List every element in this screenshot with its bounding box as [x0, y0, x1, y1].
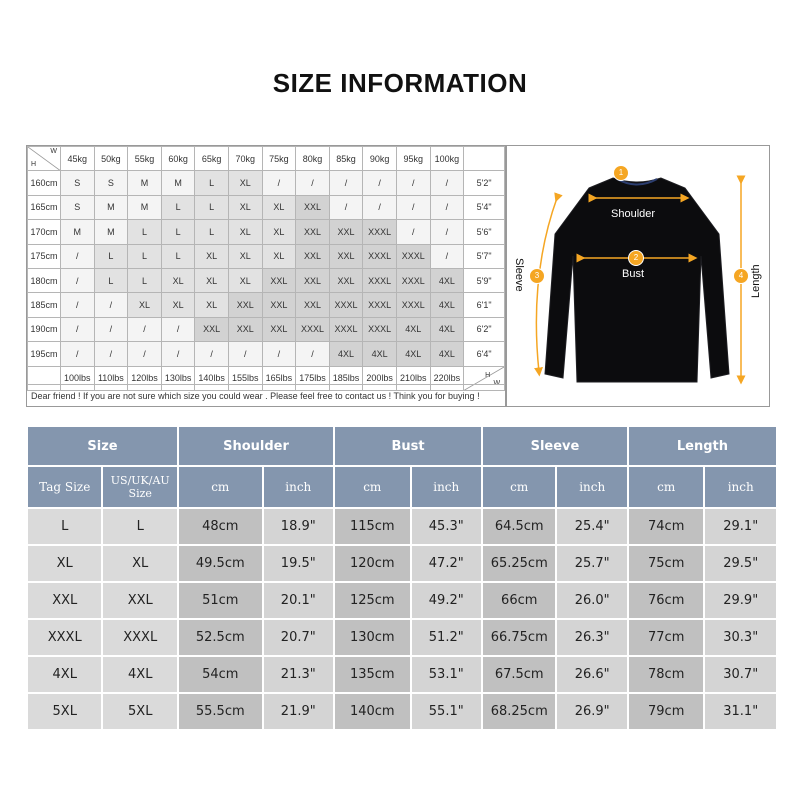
- grid-cell: XL: [262, 244, 296, 268]
- grid-cell: M: [94, 195, 128, 219]
- grid-weight-lbs: 185lbs: [329, 366, 363, 390]
- table-row: [28, 694, 776, 729]
- length-label: Length: [750, 264, 762, 298]
- cell-shoulder-in: 21.9": [264, 694, 333, 729]
- grid-weight-kg: 90kg: [363, 147, 397, 171]
- grid-cell: 4XL: [329, 342, 363, 366]
- grid-cell: XL: [228, 220, 262, 244]
- cell-sleeve-cm: 68.25cm: [483, 694, 555, 729]
- cell-sleeve-in: 26.0": [557, 583, 626, 618]
- grid-cell: L: [128, 244, 162, 268]
- grid-cell: /: [61, 244, 95, 268]
- grid-cell: 4XL: [396, 317, 430, 341]
- grid-cell: XXXL: [363, 268, 397, 292]
- grid-row: [28, 171, 505, 195]
- grid-height-cm: 175cm: [28, 244, 61, 268]
- grid-weight-kg: 85kg: [329, 147, 363, 171]
- sleeve-label: Sleeve: [513, 258, 525, 292]
- grid-weight-lbs: 155lbs: [228, 366, 262, 390]
- cell-bust-in: 45.3": [412, 509, 481, 544]
- grid-weight-lbs: 175lbs: [296, 366, 330, 390]
- cell-bust-in: 47.2": [412, 546, 481, 581]
- cell-sleeve-in: 26.6": [557, 657, 626, 692]
- grid-weight-kg: 100kg: [430, 147, 464, 171]
- grid-cell: XXL: [262, 293, 296, 317]
- grid-height-cm: 165cm: [28, 195, 61, 219]
- bust-label: Bust: [622, 268, 645, 280]
- grid-cell: /: [396, 220, 430, 244]
- grid-cell: /: [396, 195, 430, 219]
- cell-sleeve-in: 25.7": [557, 546, 626, 581]
- grid-cell: /: [228, 342, 262, 366]
- grid-note: Dear friend ! If you are not sure which size you could wear . Please feel free to contact us ! Think you for buying !: [27, 384, 505, 406]
- grid-cell: /: [396, 171, 430, 195]
- cell-bust-in: 51.2": [412, 620, 481, 655]
- cell-shoulder-in: 19.5": [264, 546, 333, 581]
- table-row: [28, 620, 776, 655]
- grid-cell: XL: [262, 220, 296, 244]
- cell-shoulder-cm: 52.5cm: [179, 620, 262, 655]
- cell-shoulder-in: 20.1": [264, 583, 333, 618]
- header-bust: Bust: [335, 427, 481, 465]
- grid-row: [28, 342, 505, 366]
- grid-cell: S: [61, 195, 95, 219]
- grid-cell: XXXL: [396, 268, 430, 292]
- cell-length-cm: 78cm: [629, 657, 704, 692]
- grid-corner-hw: [28, 147, 61, 171]
- cell-bust-in: 53.1": [412, 657, 481, 692]
- header-shoulder-cm: cm: [179, 467, 262, 507]
- grid-cell: L: [94, 268, 128, 292]
- cell-length-in: 29.9": [705, 583, 776, 618]
- grid-cell: /: [430, 171, 464, 195]
- grid-cell: XXL: [296, 220, 330, 244]
- grid-weight-kg: 50kg: [94, 147, 128, 171]
- grid-weight-kg: 45kg: [61, 147, 95, 171]
- grid-cell: M: [161, 171, 195, 195]
- grid-cell: 4XL: [430, 342, 464, 366]
- grid-cell: XL: [195, 244, 229, 268]
- grid-height-feet: 6'1": [464, 293, 505, 317]
- grid-cell: /: [61, 317, 95, 341]
- grid-weight-lbs: 200lbs: [363, 366, 397, 390]
- header-us-size: US/UK/AU Size: [103, 467, 177, 507]
- table-row: [28, 509, 776, 544]
- grid-cell: XL: [228, 195, 262, 219]
- grid-cell: XXXL: [396, 244, 430, 268]
- grid-cell: XL: [262, 195, 296, 219]
- cell-shoulder-cm: 54cm: [179, 657, 262, 692]
- grid-cell: /: [296, 171, 330, 195]
- size-grid-table: [27, 146, 505, 391]
- grid-weight-lbs: 210lbs: [396, 366, 430, 390]
- table-sub-header-row: [28, 467, 776, 507]
- cell-bust-cm: 115cm: [335, 509, 410, 544]
- cell-length-in: 29.1": [705, 509, 776, 544]
- grid-cell: XXXL: [396, 293, 430, 317]
- cell-sleeve-in: 25.4": [557, 509, 626, 544]
- grid-cell: /: [430, 195, 464, 219]
- grid-cell: /: [329, 195, 363, 219]
- grid-weight-lbs: 220lbs: [430, 366, 464, 390]
- cell-length-cm: 75cm: [629, 546, 704, 581]
- grid-weight-kg: 80kg: [296, 147, 330, 171]
- grid-cell: XXL: [228, 293, 262, 317]
- grid-cell: /: [128, 342, 162, 366]
- grid-cell: XXL: [329, 220, 363, 244]
- cell-shoulder-in: 20.7": [264, 620, 333, 655]
- grid-row: [28, 268, 505, 292]
- grid-weight-kg: 75kg: [262, 147, 296, 171]
- grid-cell: /: [61, 342, 95, 366]
- grid-cell: /: [128, 317, 162, 341]
- grid-height-cm: 160cm: [28, 171, 61, 195]
- grid-weight-kg: 70kg: [228, 147, 262, 171]
- table-group-header-row: [28, 427, 776, 465]
- cell-length-cm: 74cm: [629, 509, 704, 544]
- grid-height-cm: 185cm: [28, 293, 61, 317]
- cell-shoulder-in: 21.3": [264, 657, 333, 692]
- grid-cell: XL: [195, 268, 229, 292]
- grid-cell: XXL: [296, 244, 330, 268]
- grid-cell: L: [128, 268, 162, 292]
- cell-tag: L: [28, 509, 101, 544]
- header-shoulder-inch: inch: [264, 467, 333, 507]
- size-recommendation-grid: [26, 145, 506, 407]
- cell-length-in: 30.3": [705, 620, 776, 655]
- grid-cell: L: [94, 244, 128, 268]
- grid-cell: /: [94, 293, 128, 317]
- cell-length-in: 29.5": [705, 546, 776, 581]
- cell-shoulder-cm: 48cm: [179, 509, 262, 544]
- cell-length-cm: 77cm: [629, 620, 704, 655]
- grid-cell: XL: [161, 268, 195, 292]
- grid-cell: 4XL: [363, 342, 397, 366]
- cell-bust-cm: 120cm: [335, 546, 410, 581]
- cell-length-in: 31.1": [705, 694, 776, 729]
- grid-weight-lbs: 100lbs: [61, 366, 95, 390]
- grid-weight-kg: 65kg: [195, 147, 229, 171]
- cell-sleeve-cm: 66.75cm: [483, 620, 555, 655]
- grid-cell: /: [94, 317, 128, 341]
- grid-weight-lbs: 110lbs: [94, 366, 128, 390]
- grid-cell: M: [128, 195, 162, 219]
- grid-cell: XXL: [195, 317, 229, 341]
- header-length: Length: [629, 427, 776, 465]
- cell-tag: XL: [28, 546, 101, 581]
- grid-corner-w2: W: [493, 379, 501, 387]
- grid-weight-lbs: 140lbs: [195, 366, 229, 390]
- marker-1: 1: [613, 165, 629, 181]
- grid-cell: XXXL: [296, 317, 330, 341]
- grid-cell: M: [94, 220, 128, 244]
- grid-cell: /: [363, 195, 397, 219]
- garment-diagram: [506, 145, 770, 407]
- grid-height-cm: 195cm: [28, 342, 61, 366]
- cell-shoulder-cm: 55.5cm: [179, 694, 262, 729]
- cell-shoulder-in: 18.9": [264, 509, 333, 544]
- grid-weight-kg: 55kg: [128, 147, 162, 171]
- cell-us: XL: [103, 546, 177, 581]
- cell-us: 5XL: [103, 694, 177, 729]
- marker-3: 3: [529, 268, 545, 284]
- grid-cell: XXL: [262, 268, 296, 292]
- header-bust-inch: inch: [412, 467, 481, 507]
- cell-shoulder-cm: 49.5cm: [179, 546, 262, 581]
- grid-weight-lbs: 165lbs: [262, 366, 296, 390]
- header-bust-cm: cm: [335, 467, 410, 507]
- grid-cell: S: [61, 171, 95, 195]
- grid-cell: /: [262, 171, 296, 195]
- grid-height-feet: 5'9": [464, 268, 505, 292]
- table-row: [28, 657, 776, 692]
- grid-cell: L: [128, 220, 162, 244]
- grid-cell: L: [195, 171, 229, 195]
- cell-sleeve-cm: 66cm: [483, 583, 555, 618]
- header-length-cm: cm: [629, 467, 704, 507]
- grid-cell: XL: [228, 244, 262, 268]
- marker-2: 2: [628, 250, 644, 266]
- grid-cell: 4XL: [430, 317, 464, 341]
- grid-cell: XXXL: [363, 317, 397, 341]
- grid-cell: /: [195, 342, 229, 366]
- grid-cell: /: [161, 317, 195, 341]
- grid-height-feet: 5'7": [464, 244, 505, 268]
- grid-cell: L: [161, 244, 195, 268]
- grid-cell: XXL: [296, 268, 330, 292]
- cell-us: L: [103, 509, 177, 544]
- grid-cell: L: [195, 220, 229, 244]
- grid-cell: /: [61, 268, 95, 292]
- cell-tag: XXL: [28, 583, 101, 618]
- grid-cell: XL: [161, 293, 195, 317]
- header-sleeve: Sleeve: [483, 427, 627, 465]
- grid-cell: XXL: [329, 268, 363, 292]
- header-sleeve-inch: inch: [557, 467, 626, 507]
- cell-bust-in: 49.2": [412, 583, 481, 618]
- grid-height-feet: 5'6": [464, 220, 505, 244]
- cell-sleeve-cm: 67.5cm: [483, 657, 555, 692]
- page-title: SIZE INFORMATION: [272, 68, 528, 98]
- grid-row: [28, 244, 505, 268]
- cell-shoulder-cm: 51cm: [179, 583, 262, 618]
- grid-cell: XXL: [329, 244, 363, 268]
- grid-weight-kg: 95kg: [396, 147, 430, 171]
- cell-sleeve-cm: 65.25cm: [483, 546, 555, 581]
- grid-cell: /: [430, 244, 464, 268]
- grid-cell: M: [128, 171, 162, 195]
- grid-weight-kg-row: [28, 147, 505, 171]
- grid-row: [28, 195, 505, 219]
- cell-length-cm: 76cm: [629, 583, 704, 618]
- grid-corner-h2: H: [485, 371, 491, 379]
- grid-cell: XXL: [228, 317, 262, 341]
- cell-length-cm: 79cm: [629, 694, 704, 729]
- grid-cell: XL: [195, 293, 229, 317]
- grid-cell: XXXL: [363, 220, 397, 244]
- table-row: [28, 583, 776, 618]
- grid-height-feet: 6'4": [464, 342, 505, 366]
- marker-4: 4: [733, 268, 749, 284]
- grid-height-cm: 180cm: [28, 268, 61, 292]
- grid-cell: /: [94, 342, 128, 366]
- grid-cell: /: [430, 220, 464, 244]
- grid-cell: 4XL: [430, 293, 464, 317]
- grid-cell: S: [94, 171, 128, 195]
- grid-cell: L: [195, 195, 229, 219]
- grid-height-feet: 6'2": [464, 317, 505, 341]
- size-measurement-table: [26, 425, 778, 731]
- cell-sleeve-in: 26.3": [557, 620, 626, 655]
- table-row: [28, 546, 776, 581]
- grid-weight-lbs: 130lbs: [161, 366, 195, 390]
- header-length-inch: inch: [705, 467, 776, 507]
- cell-bust-in: 55.1": [412, 694, 481, 729]
- grid-cell: /: [262, 342, 296, 366]
- grid-cell: XXL: [262, 317, 296, 341]
- cell-bust-cm: 125cm: [335, 583, 410, 618]
- grid-cell: XL: [228, 268, 262, 292]
- cell-us: XXL: [103, 583, 177, 618]
- grid-cell: /: [363, 171, 397, 195]
- shoulder-label: Shoulder: [611, 208, 656, 220]
- grid-cell: XXXL: [363, 293, 397, 317]
- cell-length-in: 30.7": [705, 657, 776, 692]
- grid-height-feet: 5'2": [464, 171, 505, 195]
- grid-weight-kg: 60kg: [161, 147, 195, 171]
- grid-corner-w: W: [50, 148, 57, 155]
- header-shoulder: Shoulder: [179, 427, 333, 465]
- grid-cell: XXL: [296, 293, 330, 317]
- grid-row: [28, 220, 505, 244]
- cell-sleeve-in: 26.9": [557, 694, 626, 729]
- cell-us: 4XL: [103, 657, 177, 692]
- cell-bust-cm: 130cm: [335, 620, 410, 655]
- grid-height-feet: 5'4": [464, 195, 505, 219]
- grid-cell: /: [296, 342, 330, 366]
- grid-height-cm: 170cm: [28, 220, 61, 244]
- grid-row: [28, 293, 505, 317]
- grid-height-cm: 190cm: [28, 317, 61, 341]
- cell-bust-cm: 135cm: [335, 657, 410, 692]
- grid-cell: L: [161, 220, 195, 244]
- grid-cell: /: [61, 293, 95, 317]
- cell-tag: 5XL: [28, 694, 101, 729]
- grid-cell: /: [161, 342, 195, 366]
- cell-sleeve-cm: 64.5cm: [483, 509, 555, 544]
- grid-weight-lbs: 120lbs: [128, 366, 162, 390]
- grid-corner-h: H: [31, 161, 37, 169]
- grid-row: [28, 317, 505, 341]
- grid-cell: L: [161, 195, 195, 219]
- grid-cell: XXXL: [329, 317, 363, 341]
- header-size: Size: [28, 427, 177, 465]
- grid-cell: M: [61, 220, 95, 244]
- grid-cell: XXXL: [329, 293, 363, 317]
- cell-bust-cm: 140cm: [335, 694, 410, 729]
- cell-tag: 4XL: [28, 657, 101, 692]
- grid-blank: [464, 147, 505, 171]
- grid-cell: XXL: [296, 195, 330, 219]
- grid-cell: 4XL: [396, 342, 430, 366]
- grid-cell: /: [329, 171, 363, 195]
- header-tag-size: Tag Size: [28, 467, 101, 507]
- header-sleeve-cm: cm: [483, 467, 555, 507]
- cell-tag: XXXL: [28, 620, 101, 655]
- grid-cell: XL: [128, 293, 162, 317]
- grid-cell: XL: [228, 171, 262, 195]
- grid-cell: XXXL: [363, 244, 397, 268]
- cell-us: XXXL: [103, 620, 177, 655]
- grid-cell: 4XL: [430, 268, 464, 292]
